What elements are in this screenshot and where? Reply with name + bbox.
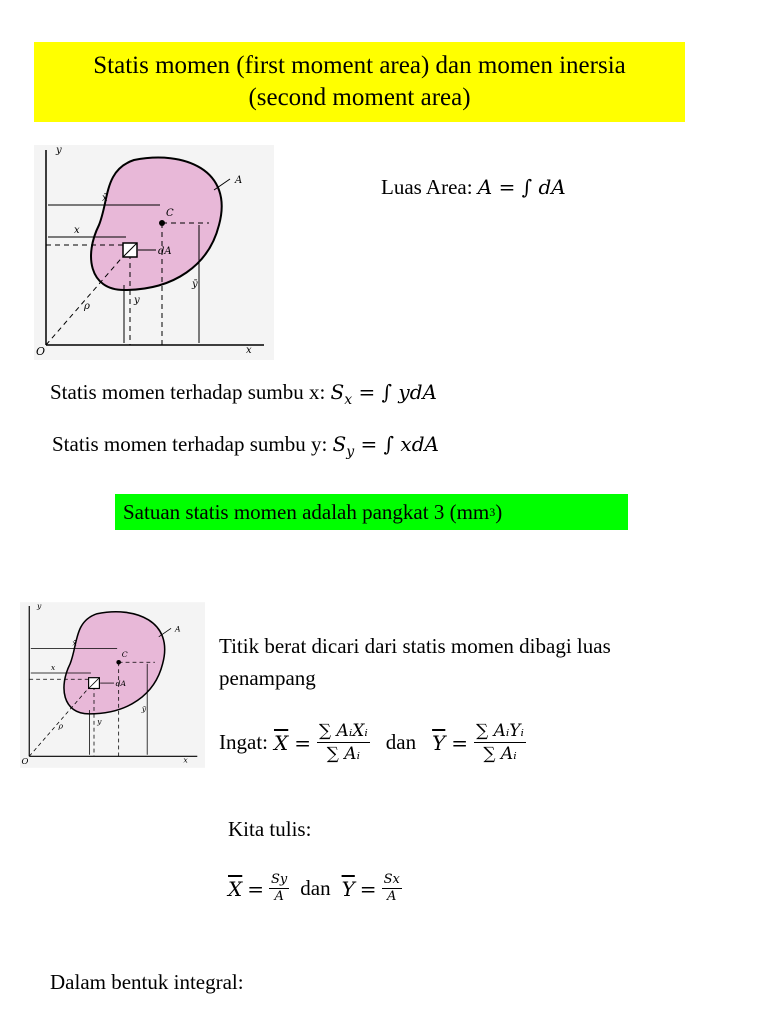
tulis-line — [228, 872, 402, 905]
titik-berat-line-2: penampang — [219, 666, 316, 690]
statis-x-sub: x — [344, 392, 353, 409]
ingat-xbar: $\overline{X}$ — [273, 730, 289, 755]
tulis-ybar: $\overline{Y}$ — [341, 876, 355, 901]
label-xbar-small: x̄ — [72, 638, 77, 648]
statis-x-label: Statis momen terhadap sumbu x: — [50, 380, 331, 404]
ingat-y-den: ∑ Aᵢ — [483, 744, 517, 764]
label-xsmall: x — [74, 225, 80, 236]
tulis-y-fraction — [382, 872, 402, 905]
dalam-bentuk-integral: Dalam bentuk integral: — [50, 970, 244, 994]
tulis-y-num: Sx — [383, 872, 400, 887]
ingat-label: Ingat: — [219, 730, 268, 754]
label-da: dA — [158, 246, 172, 257]
label-rho-small: ρ — [58, 721, 64, 731]
statis-y-sub: y — [346, 444, 355, 461]
tulis-x-num: Sy — [271, 872, 288, 887]
label-c: C — [166, 208, 174, 219]
luas-area-line — [381, 175, 566, 200]
ingat-line — [219, 720, 526, 765]
label-x: x — [246, 345, 252, 356]
label-xsmall-small: x — [50, 662, 56, 672]
centroid-point-small — [116, 660, 121, 665]
label-c-small: C — [121, 649, 128, 659]
title-line-2: (second moment area) — [248, 84, 471, 111]
label-rho: ρ — [84, 301, 90, 312]
ingat-x-num: ∑ AᵢXᵢ — [319, 721, 368, 741]
ingat-y-num: ∑ AᵢYᵢ — [476, 721, 524, 741]
label-a-small: A — [174, 624, 181, 634]
statis-y-line — [52, 432, 439, 460]
title-banner — [34, 42, 685, 122]
ingat-x-fraction — [317, 720, 370, 765]
luas-area-formula: A = ∫ dA — [477, 175, 566, 199]
label-ybar-small: ȳ — [141, 704, 147, 714]
statis-x-formula-rest: = ∫ ydA — [352, 380, 437, 404]
tulis-eq-2: = — [359, 876, 377, 901]
ingat-y-fraction — [474, 720, 526, 765]
label-a: A — [235, 175, 243, 186]
statis-y-formula-rest: = ∫ xdA — [354, 432, 439, 456]
label-xbar: x̄ — [102, 193, 108, 204]
label-x-small: x — [183, 755, 188, 765]
tulis-eq-1: = — [247, 876, 265, 901]
tulis-y-den: A — [386, 889, 397, 904]
ingat-eq-2: = — [451, 730, 469, 755]
statis-y-formula-s: S — [332, 432, 347, 456]
ingat-x-den: ∑ Aᵢ — [326, 744, 360, 764]
label-ysmall-small: y — [97, 716, 102, 726]
centroid-diagram-large — [34, 145, 274, 360]
label-y: y — [56, 145, 62, 156]
label-o-small: O — [21, 756, 29, 767]
ingat-ybar: $\overline{Y}$ — [432, 730, 446, 755]
ingat-dan: dan — [385, 730, 417, 754]
kita-tulis: Kita tulis: — [228, 817, 312, 841]
statis-x-line — [50, 380, 437, 408]
label-y-small: y — [36, 601, 42, 611]
tulis-x-fraction — [269, 872, 289, 905]
satuan-sup: 3 — [489, 504, 496, 519]
label-da-small: dA — [115, 679, 127, 689]
label-ybar: ȳ — [192, 279, 198, 290]
titik-berat-line-1: Titik berat dicari dari statis momen dibagi luas — [219, 634, 611, 658]
tulis-xbar: $\overline{X}$ — [228, 876, 243, 901]
luas-area-label: Luas Area: — [381, 175, 478, 199]
title-line-1: Statis momen (first moment area) dan momen inersia — [93, 52, 626, 79]
label-o: O — [36, 345, 46, 358]
statis-x-formula-s: S — [330, 380, 345, 404]
statis-y-label: Statis momen terhadap sumbu y: — [52, 432, 333, 456]
satuan-text: Satuan statis momen adalah pangkat 3 (mm — [123, 499, 490, 524]
tulis-x-den: A — [274, 889, 284, 904]
label-ysmall: y — [134, 295, 140, 306]
titik-berat-paragraph — [219, 630, 611, 694]
ingat-eq-1: = — [294, 730, 311, 755]
satuan-close: ) — [495, 499, 503, 524]
tulis-dan: dan — [300, 876, 331, 900]
centroid-point — [159, 220, 165, 226]
satuan-banner — [115, 494, 628, 530]
centroid-diagram-small — [20, 600, 205, 770]
